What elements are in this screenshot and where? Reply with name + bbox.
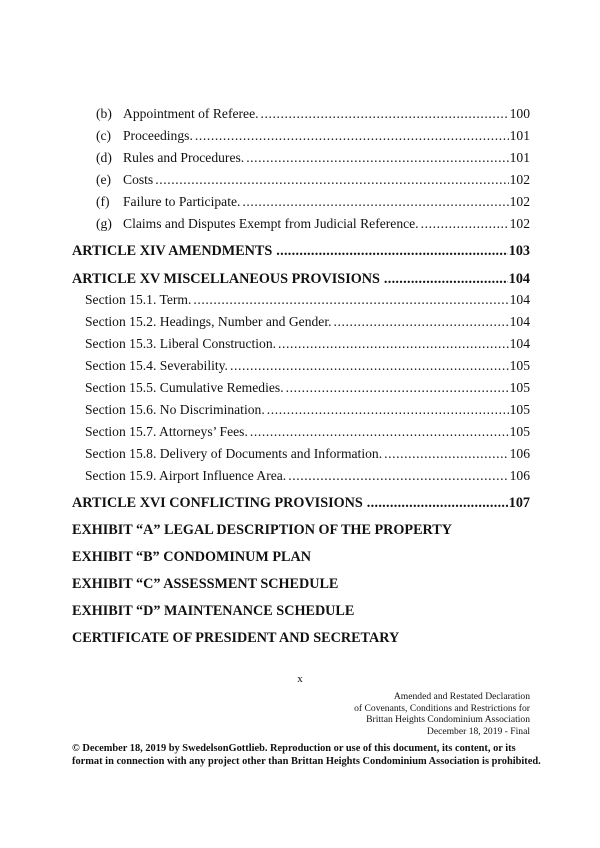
toc-exhibit-c[interactable]: EXHIBIT “C” ASSESSMENT SCHEDULE [72, 576, 339, 592]
toc-entry-section[interactable] [85, 402, 530, 418]
subsection-letter: (b) [96, 106, 112, 121]
page-ref: 105 [509, 424, 530, 439]
toc-exhibit-b[interactable]: EXHIBIT “B” CONDOMINUM PLAN [72, 549, 311, 565]
section-title: Section 15.8. Delivery of Documents and Information. [85, 446, 383, 461]
subsection-title: Appointment of Referee. [123, 106, 259, 121]
dot-leader [193, 292, 508, 308]
subsection-letter: (f) [96, 194, 110, 209]
page-ref: 102 [509, 172, 530, 187]
page-ref: 101 [509, 128, 530, 143]
toc-entry-section[interactable] [85, 358, 530, 374]
document-footer [354, 691, 530, 737]
footer-line: Amended and Restated Declaration [393, 691, 530, 702]
dot-leader [155, 172, 508, 188]
footer-line: Brittan Heights Condominium Association [366, 714, 530, 725]
toc-entry-subsection[interactable] [96, 150, 530, 166]
toc-entry-article-14[interactable] [72, 243, 530, 260]
footer-line: of Covenants, Conditions and Restrictions for [354, 702, 530, 714]
subsection-letter: (e) [96, 172, 112, 187]
toc-entry-section[interactable] [85, 292, 530, 308]
article-title: ARTICLE XVI CONFLICTING PROVISIONS [72, 495, 363, 511]
page-ref: 105 [509, 402, 530, 417]
dot-leader [288, 468, 508, 484]
page-ref: 100 [509, 106, 530, 121]
subsection-letter: (d) [96, 150, 112, 165]
section-title: Section 15.7. Attorneys’ Fees. [85, 424, 248, 439]
article-title: ARTICLE XV MISCELLANEOUS PROVISIONS [72, 271, 380, 287]
section-title: Section 15.1. Term. [85, 292, 192, 307]
toc-entry-section[interactable] [85, 336, 530, 352]
dot-leader [384, 271, 508, 288]
dot-leader [195, 128, 509, 144]
subsection-title: Proceedings. [123, 128, 193, 143]
toc-exhibit-d[interactable]: EXHIBIT “D” MAINTENANCE SCHEDULE [72, 603, 355, 619]
section-title: Section 15.2. Headings, Number and Gender. [85, 314, 332, 329]
page-number: x [297, 673, 303, 685]
page-ref: 103 [508, 243, 530, 259]
toc-entry-section[interactable] [85, 468, 530, 484]
dot-leader [250, 424, 509, 440]
toc-entry-article-15[interactable] [72, 271, 530, 288]
article-title: ARTICLE XIV AMENDMENTS [72, 243, 273, 259]
section-title: Section 15.6. No Discrimination. [85, 402, 265, 417]
subsection-title: Failure to Participate. [123, 194, 241, 209]
page-ref: 104 [509, 292, 530, 307]
page-ref: 107 [508, 495, 530, 511]
dot-leader [246, 150, 508, 166]
toc-entry-subsection[interactable] [96, 128, 530, 144]
page-ref: 105 [509, 358, 530, 373]
toc-entry-section[interactable] [85, 446, 530, 462]
subsection-letter: (c) [96, 128, 112, 143]
toc-entry-section[interactable] [85, 380, 530, 396]
page-ref: 106 [509, 446, 530, 461]
copyright-notice: © December 18, 2019 by SwedelsonGottlieb. Reproduction or use of this document, its content, or its format in connection with any project other than Brittan Heights Condominium Association is prohibited. [72, 743, 541, 767]
section-title: Section 15.9. Airport Influence Area. [85, 468, 287, 483]
page-ref: 102 [509, 194, 530, 209]
subsection-title: Costs [123, 172, 154, 187]
page-ref: 104 [509, 336, 530, 351]
footer-line: December 18, 2019 - Final [426, 725, 530, 737]
dot-leader [334, 314, 509, 330]
toc-entry-section[interactable] [85, 314, 530, 330]
dot-leader [242, 194, 508, 210]
section-title: Section 15.4. Severability. [85, 358, 228, 373]
page-ref: 101 [509, 150, 530, 165]
toc-exhibit-a[interactable]: EXHIBIT “A” LEGAL DESCRIPTION OF THE PROPERTY [72, 522, 453, 538]
dot-leader [384, 446, 509, 462]
dot-leader [278, 336, 509, 352]
dot-leader [267, 402, 509, 418]
page-ref: 102 [509, 216, 530, 231]
section-title: Section 15.3. Liberal Construction. [85, 336, 277, 351]
dot-leader [421, 216, 509, 232]
section-title: Section 15.5. Cumulative Remedies. [85, 380, 284, 395]
dot-leader [286, 380, 509, 396]
toc-certificate[interactable]: CERTIFICATE OF PRESIDENT AND SECRETARY [72, 630, 400, 646]
page-ref: 104 [508, 271, 530, 287]
toc-entry-subsection[interactable] [96, 194, 530, 210]
subsection-title: Claims and Disputes Exempt from Judicial Reference. [123, 216, 419, 231]
page-ref: 104 [509, 314, 530, 329]
dot-leader [261, 106, 509, 122]
toc-entry-subsection[interactable] [96, 172, 530, 188]
page-ref: 105 [509, 380, 530, 395]
dot-leader [367, 495, 508, 512]
toc-entry-subsection[interactable] [96, 106, 530, 122]
toc-entry-subsection[interactable] [96, 216, 530, 232]
subsection-title: Rules and Procedures. [123, 150, 245, 165]
toc-entry-article-16[interactable] [72, 495, 530, 512]
toc-entry-section[interactable] [85, 424, 530, 440]
dot-leader [276, 243, 507, 260]
subsection-letter: (g) [96, 216, 112, 231]
dot-leader [230, 358, 509, 374]
page-ref: 106 [509, 468, 530, 483]
